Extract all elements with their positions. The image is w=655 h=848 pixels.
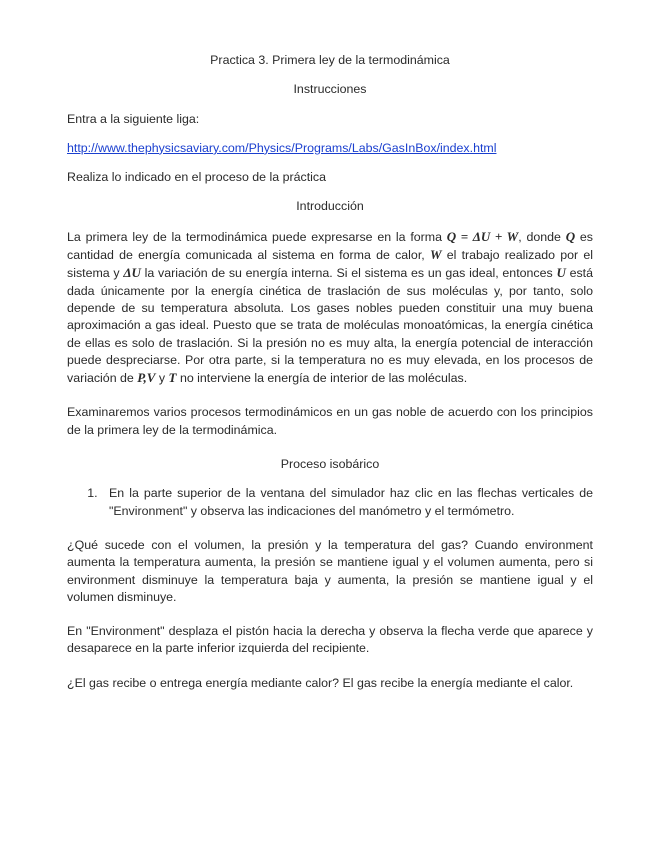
intro-paragraph-1: La primera ley de la termodinámica puede expresarse en la forma Q = ΔU + W, donde Q es cantidad de energía comunicada al sistema en forma de calor, W el trabajo realizado por el sistema y ΔU la variación de su energía interna. Si el sistema es un gas ideal, entonces U está dada únicamente por la energía cinética de traslación de sus moléculas y, por tanto, solo depende de su temperatura absoluta. Los gases nobles pueden constituir una muy buena aproximación a gas ideal. Puesto que se trata de moléculas monoatómicas, la energía cinética de ellas es solo de traslación. Si la presión no es muy alta, la energía potencial de interacción puede despreciarse. Por otra parte, si la temperatura no es muy elevada, en los procesos de variación de P,V y T no interviene la energía de interior de las moléculas.	[67, 228, 594, 386]
question-1: ¿Qué sucede con el volumen, la presión y la temperatura del gas? Cuando environment aumenta la temperatura aumenta, la presión se mantiene igual y el volumen aumenta, pero si environment disminuye la temperatura baja y aumenta, la presión se mantiene igual y el volumen disminuye.	[67, 537, 593, 604]
isobarico-heading: Proceso isobárico	[280, 457, 380, 472]
realiza-line: Realiza lo indicado en el proceso de la práctica	[67, 170, 326, 185]
question-3: ¿El gas recibe o entrega energía mediante calor? El gas recibe la energía mediante el calor.	[67, 675, 574, 690]
steps-list	[67, 485, 593, 520]
intro-line: Entra a la siguiente liga:	[67, 111, 200, 126]
document-page	[67, 52, 593, 692]
step-1: 1. En la parte superior de la ventana del simulador haz clic en las flechas verticales de "Environment" y observa las indicaciones del manómetro y el termómetro.	[101, 485, 593, 520]
page-title: Practica 3. Primera ley de la termodinámica	[210, 53, 450, 67]
formula: Q = ΔU + W	[446, 228, 519, 244]
question-2: En "Environment" desplaza el pistón hacia la derecha y observa la flecha verde que aparece y desaparece en la parte inferior izquierda del recipiente.	[67, 624, 593, 656]
instrucciones-heading: Instrucciones	[293, 82, 367, 97]
intro-paragraph-2: Examinaremos varios procesos termodinámicos en un gas noble de acuerdo con los principios de la primera ley de la termodinámica.	[67, 405, 593, 437]
introduccion-heading: Introducción	[296, 199, 364, 214]
simulator-link[interactable]: http://www.thephysicsaviary.com/Physics/Programs/Labs/GasInBox/index.html	[67, 140, 497, 155]
